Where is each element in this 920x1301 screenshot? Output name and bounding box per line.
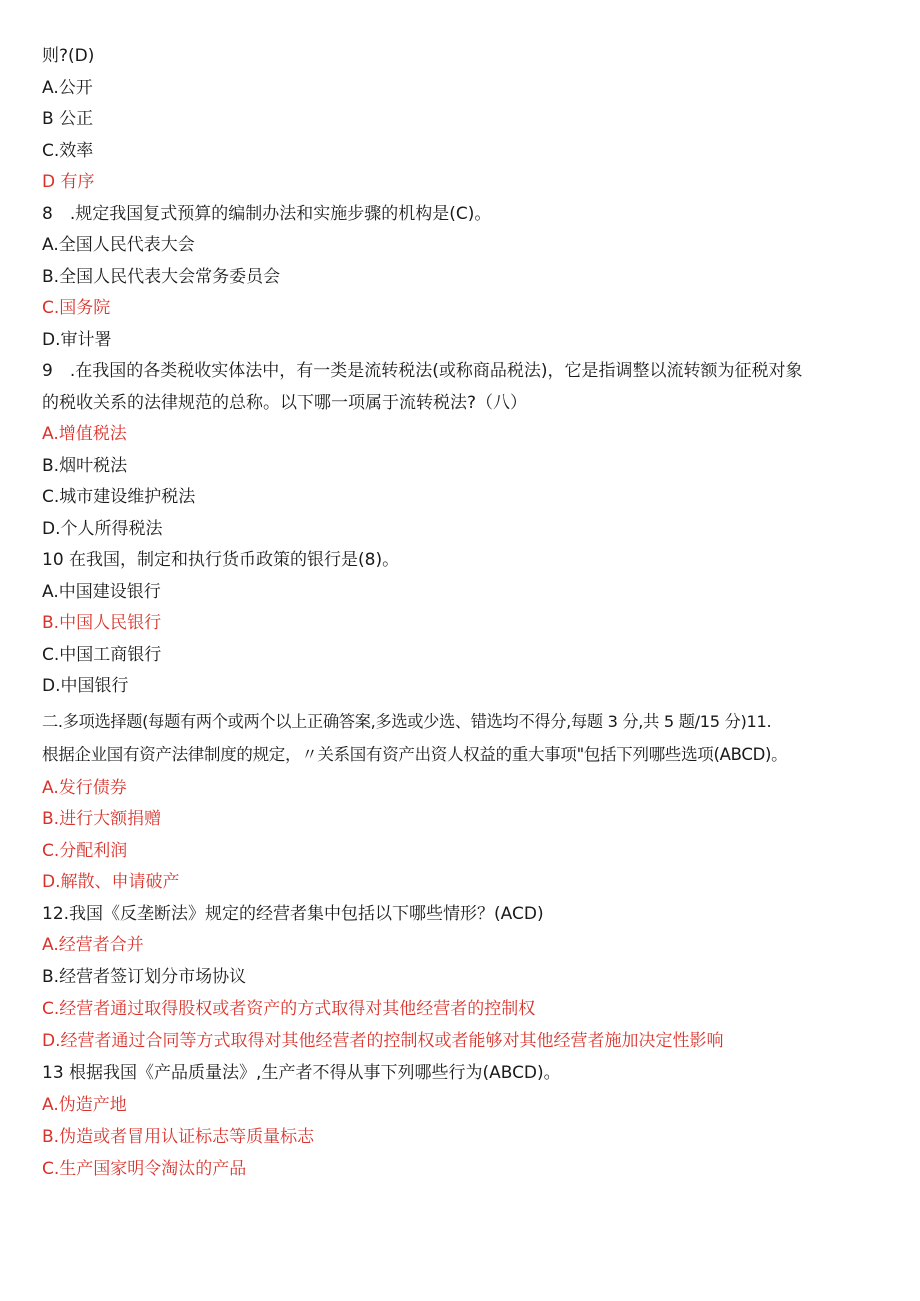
q9-option-b: B.烟叶税法 (42, 456, 128, 476)
q7-option-b: B 公正 (42, 109, 94, 129)
q10-option-b-answer: B.中国人民银行 (42, 613, 162, 633)
q10-option-d: D.中国银行 (42, 676, 129, 696)
q10-option-a: A.中国建设银行 (42, 582, 161, 602)
q12-option-a-answer: A.经营者合并 (42, 935, 144, 955)
q12-option-b: B.经营者签订划分市场协议 (42, 967, 247, 987)
q9-option-a-answer: A.增值税法 (42, 424, 127, 444)
question-11-stem: 根据企业国有资产法律制度的规定，〃关系国有资产出资人权益的重大事项"包括下列哪些选项(ABCD)。 (42, 745, 788, 764)
question-7-stem-end: 则?(D) (42, 46, 95, 66)
q12-option-c-answer: C.经营者通过取得股权或者资产的方式取得对其他经营者的控制权 (42, 999, 536, 1019)
q8-option-a: A.全国人民代表大会 (42, 235, 195, 255)
q7-option-d-answer: D 有序 (42, 172, 95, 192)
question-8-stem: 8 .规定我国复式预算的编制办法和实施步骤的机构是(C)。 (42, 204, 492, 224)
q7-option-a: A.公开 (42, 78, 93, 98)
q11-option-a-answer: A.发行债券 (42, 778, 127, 798)
section-2-heading: 二.多项选择题(每题有两个或两个以上正确答案,多选或少选、错选均不得分,每题 3 分,共 5 题/15 分)11. (42, 712, 772, 731)
question-9-stem-line1: 9 .在我国的各类税收实体法中，有一类是流转税法(或称商品税法)，它是指调整以流转额为征税对象 (42, 361, 803, 381)
q9-option-d: D.个人所得税法 (42, 519, 163, 539)
q8-option-b: B.全国人民代表大会常务委员会 (42, 267, 281, 287)
q11-option-b-answer: B.进行大额捐赠 (42, 809, 162, 829)
q9-option-c: C.城市建设维护税法 (42, 487, 196, 507)
q8-option-d: D.审计署 (42, 330, 112, 350)
q10-option-c: C.中国工商银行 (42, 645, 162, 665)
question-13-stem: 13 根据我国《产品质量法》,生产者不得从事下列哪些行为(ABCD)。 (42, 1063, 561, 1083)
q12-option-d-answer: D.经营者通过合同等方式取得对其他经营者的控制权或者能够对其他经营者施加决定性影响 (42, 1031, 724, 1051)
question-10-stem: 10 在我国，制定和执行货币政策的银行是(8)。 (42, 550, 400, 570)
q13-option-b-answer: B.伪造或者冒用认证标志等质量标志 (42, 1127, 315, 1147)
q8-option-c-answer: C.国务院 (42, 298, 111, 318)
q13-option-a-answer: A.伪造产地 (42, 1095, 127, 1115)
q11-option-c-answer: C.分配利润 (42, 841, 128, 861)
question-9-stem-line2: 的税收关系的法律规范的总称。以下哪一项属于流转税法?（八） (42, 393, 528, 413)
question-12-stem: 12.我国《反垄断法》规定的经营者集中包括以下哪些情形？(ACD) (42, 904, 544, 924)
q13-option-c-answer: C.生产国家明令淘汰的产品 (42, 1159, 247, 1179)
q11-option-d-answer: D.解散、申请破产 (42, 872, 180, 892)
q7-option-c: C.效率 (42, 141, 94, 161)
